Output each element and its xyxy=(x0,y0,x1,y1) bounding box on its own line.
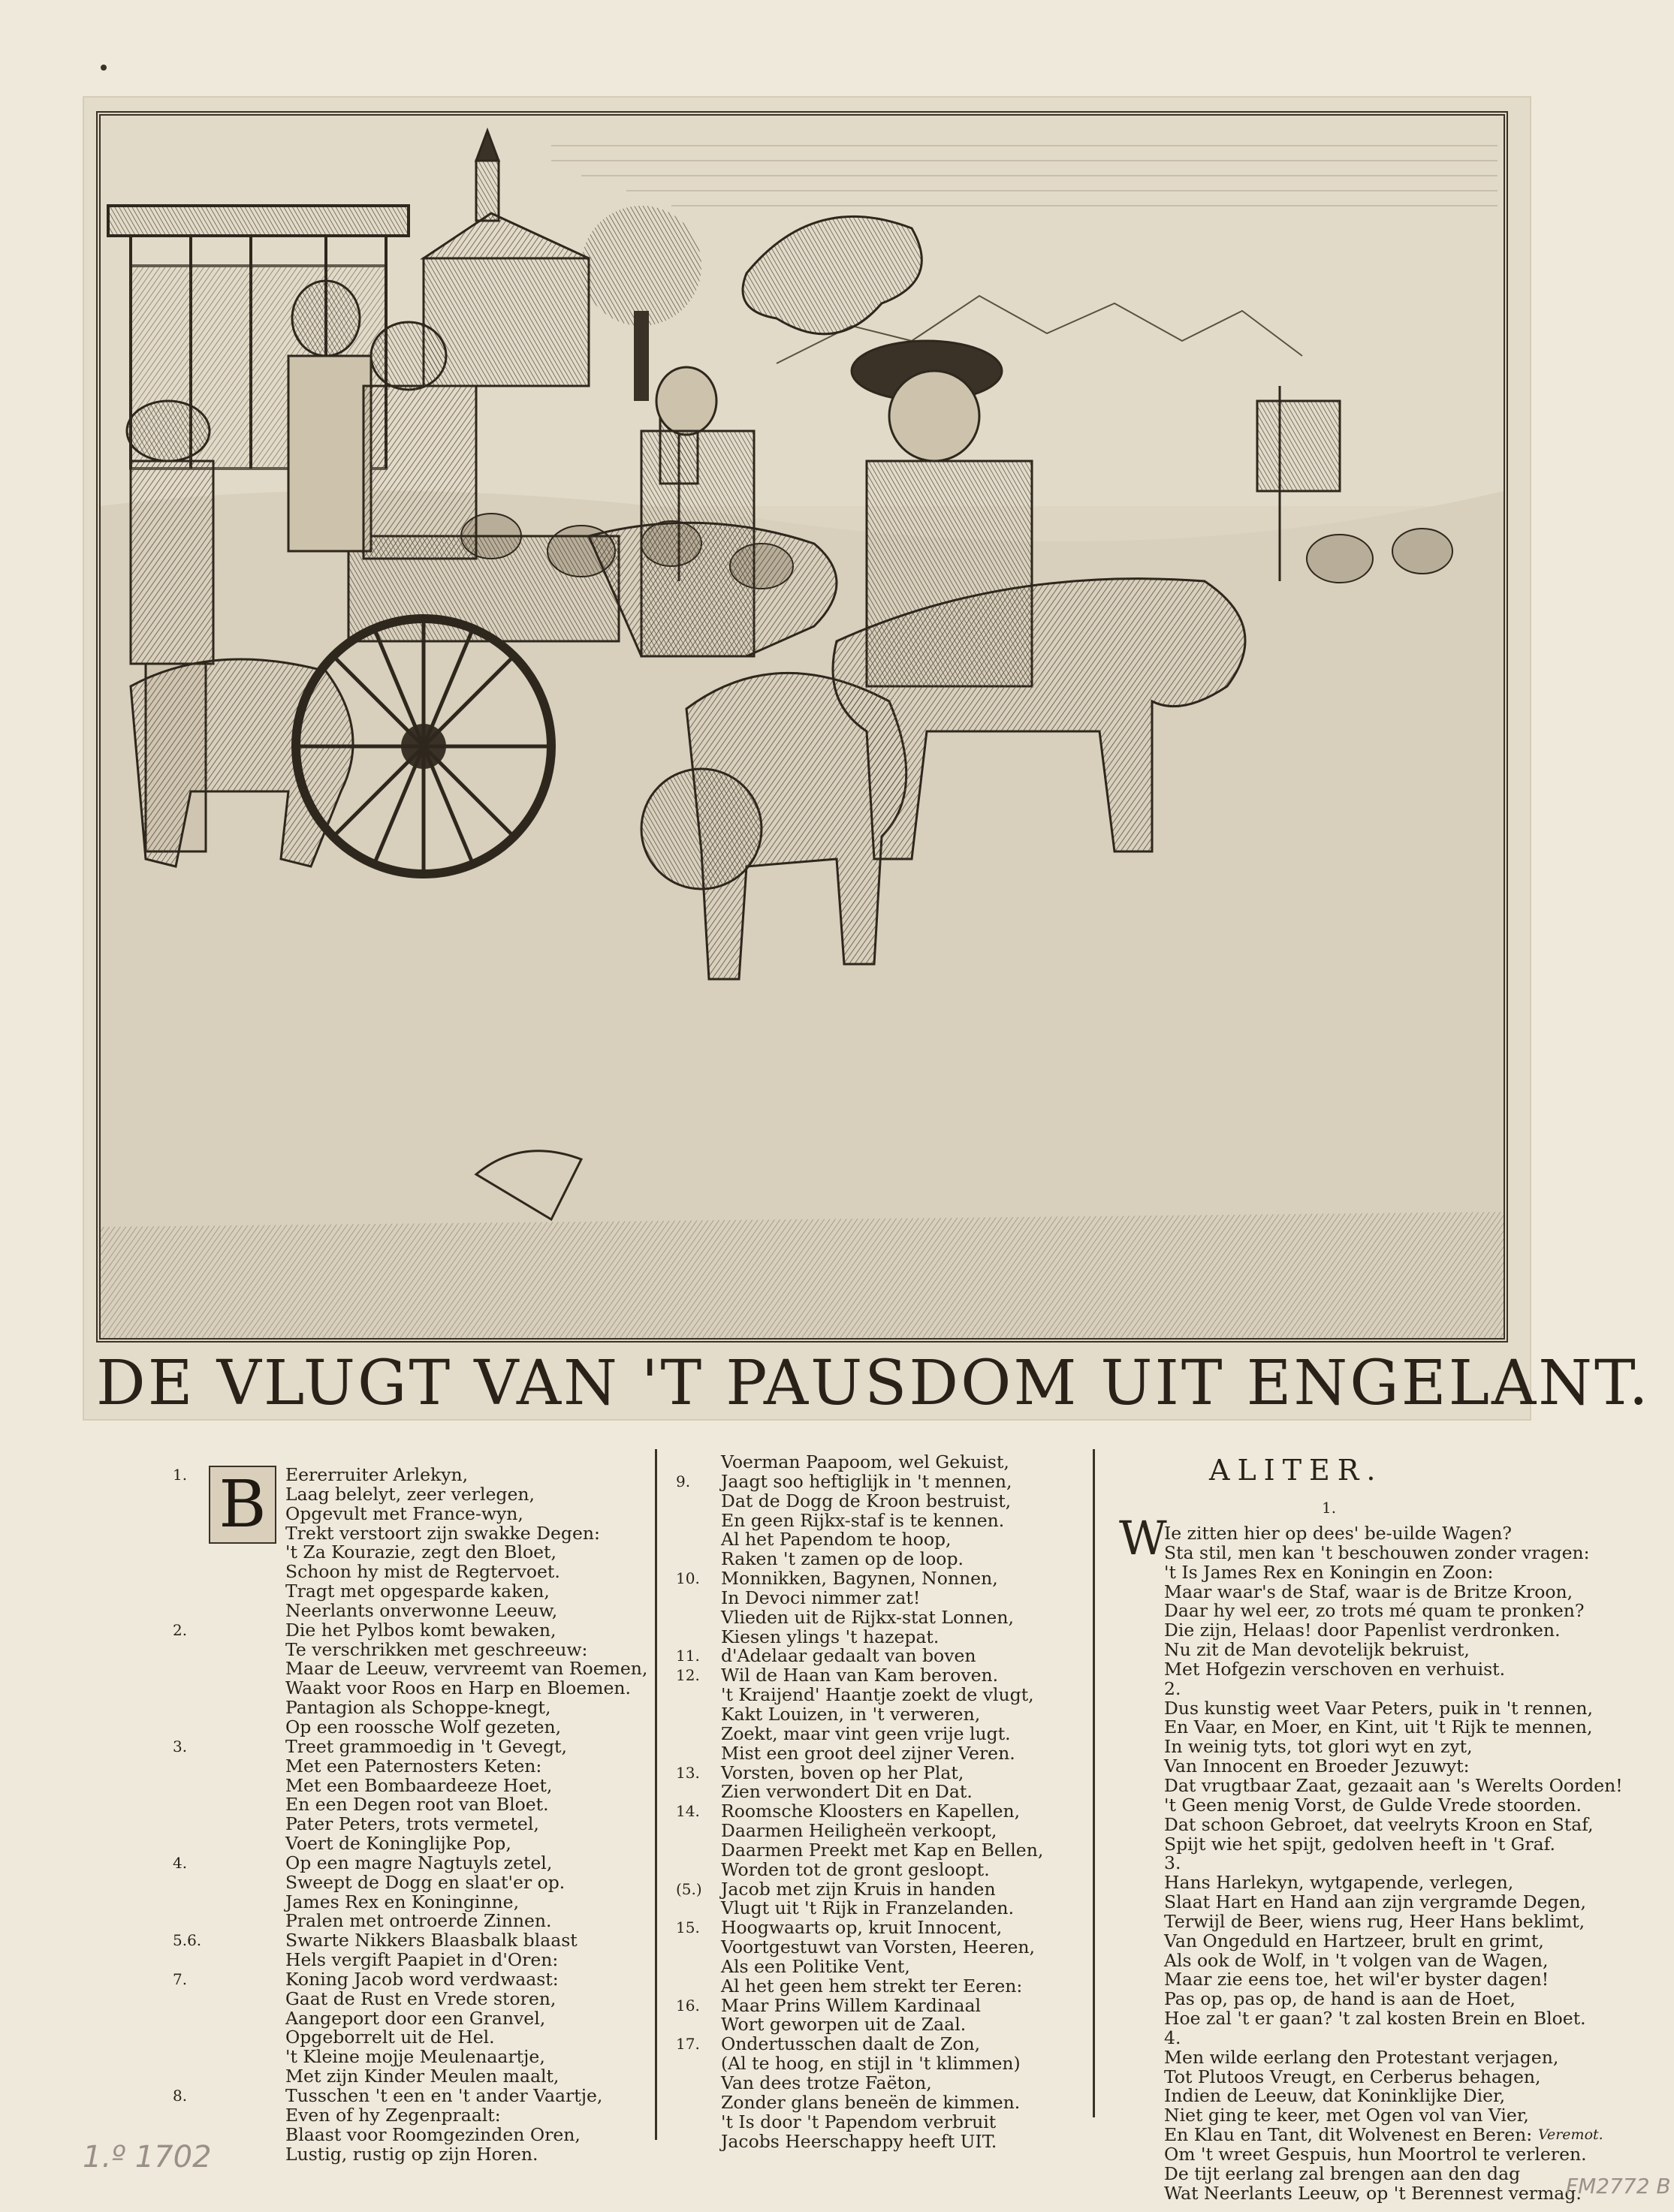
decorated-initial: B xyxy=(209,1466,276,1544)
column1-verse-numbers: 1. 2. 3. 4. 5.6. 7. 8. xyxy=(173,1466,202,2105)
handwritten-date: 1.º 1702 xyxy=(83,2140,212,2174)
handwritten-inventory-number: FM2772 B xyxy=(1566,2174,1671,2198)
signature: Veremot. xyxy=(1538,2126,1603,2143)
column3-initial: W xyxy=(1119,1511,1167,1566)
ink-dot xyxy=(101,65,107,71)
aliter-heading: ALITER. xyxy=(1209,1454,1383,1487)
engraving-image xyxy=(96,111,1508,1343)
column-divider-left xyxy=(655,1449,657,2140)
column3-first-numeral: 1. xyxy=(1322,1499,1337,1517)
foreground xyxy=(101,1212,1504,1338)
column2-verse-numbers: 9. 10. 11. 12. 13. 14. (5.) 15. 16. 17. xyxy=(676,1472,702,2054)
engraving-illustration xyxy=(101,116,1504,1338)
column2-verses: Voerman Paapoom, wel Gekuist, Jaagt soo heftiglijk in 't mennen, Dat de Dogg de Kroon bestruist, En geen Rijkx-staf is te kennen. Al het Papendom te hoop, Raken 't zamen op de loop. Monnikken, Bagynen, Nonnen, In Devoci nimmer zat! Vlieden uit de Rijkx-stat Lonnen, Kiesen ylings 't hazepat. d'Adelaar gedaalt van boven Wil de Haan van Kam beroven. 't Kraijend' Haantje zoekt de vlugt, Kakt Louizen, in 't verweren, Zoekt, maar vint geen vrije lugt. Mist een groot deel zijner Veren. Vorsten, boven op her Plat, Zien verwondert Dit en Dat. Roomsche Kloosters en Kapellen, Daarmen Heiligheën verkoopt, Daarmen Preekt met Kap en Bellen, Worden tot de gront gesloopt. Jacob met zijn Kruis in handen Vlugt uit 't Rijk in Franzelanden. Hoogwaarts op, kruit Innocent, Voortgestuwt van Vorsten, Heeren, Als een Politike Vent, Al het geen hem strekt ter Eeren: Maar Prins Willem Kardinaal Wort geworpen uit de Zaal. Ondertusschen daalt de Zon, (Al te hoog, en stijl in 't klimmen) Van dees trotze Faëton, Zonder glans beneën de kimmen. 't Is door 't Papendom verbruit Jacobs Heerschappy heeft UIT. xyxy=(721,1451,1044,2152)
print-title: DE VLUGT VAN 'T PAUSDOM UIT ENGELANT. xyxy=(96,1348,1651,1419)
column3-verses: Ie zitten hier op dees' be-uilde Wagen? Sta stil, men kan 't beschouwen zonder vragen: 't Is James Rex en Koningin en Zoon: Maar waar's de Staf, waar is de Britze Kroon, Daar hy wel eer, zo trots mé quam te pronken? Die zijn, Helaas! door Papenlist verdronken. Nu zit de Man devotelijk bekruist, Met Hofgezin verschoven en verhuist. 2. Dus kunstig weet Vaar Peters, puik in 't rennen, En Vaar, en Moer, en Kint, uit 't Rijk te mennen, In weinig tyts, tot glori wyt en zyt, Van Innocent en Broeder Jezuwyt: Dat vrugtbaar Zaat, gezaait aan 's Werelts Oorden! 't Geen menig Vorst, de Gulde Vrede stoorden. Dat schoon Gebroet, dat veelryts Kroon en Staf, Spijt wie het spijt, gedolven heeft in 't Graf. 3. Hans Harlekyn, wytgapende, verlegen, Slaat Hart en Hand aan zijn vergramde Degen, Terwijl de Beer, wiens rug, Heer Hans beklimt, Van Ongeduld en Hartzeer, brult en grimt, Als ook de Wolf, in 't volgen van de Wagen, Maar zie eens toe, het wil'er byster dagen! Pas op, pas op, de hand is aan de Hoet, Hoe zal 't er gaan? 't zal kosten Brein en Bloet. 4. Men wilde eerlang den Protestant verjagen, Tot Plutoos Vreugt, en Cerberus behagen, Indien de Leeuw, dat Koninklijke Dier, Niet ging te keer, met Ogen vol van Vier, En Klau en Tant, dit Wolvenest en Beren: Om 't wreet Gespuis, hun Moortrol te verleren. De tijt eerlang zal brengen aan den dag Wat Neerlants Leeuw, op 't Berennest vermag. xyxy=(1164,1523,1623,2204)
column1-verses: Eererruiter Arlekyn, Laag belelyt, zeer verlegen, Opgevult met France-wyn, Trekt verstoort zijn swakke Degen: 't Za Kourazie, zegt den Bloet, Schoon hy mist de Regtervoet. Tragt met opgesparde kaken, Neerlants onverwonne Leeuw, Die het Pylbos komt bewaken, Te verschrikken met geschreeuw: Maar de Leeuw, vervreemt van Roemen, Waakt voor Roos en Harp en Bloemen. Pantagion als Schoppe-knegt, Op een roossche Wolf gezeten, Treet grammoedig in 't Gevegt, Met een Paternosters Keten: Met een Bombaardeeze Hoet, En een Degen root van Bloet. Pater Peters, trots vermetel, Voert de Koninglijke Pop, Op een magre Nagtuyls zetel, Sweept de Dogg en slaat'er op. James Rex en Koninginne, Pralen met ontroerde Zinnen. Swarte Nikkers Blaasbalk blaast Hels vergift Paapiet in d'Oren: Koning Jacob word verdwaast: Gaat de Rust en Vrede storen, Aangeport door een Granvel, Opgeborrelt uit de Hel. 't Kleine mojje Meulenaartje, Met zijn Kinder Meulen maalt, Tusschen 't een en 't ander Vaartje, Even of hy Zegenpraalt: Blaast voor Roomgezinden Oren, Lustig, rustig op zijn Horen. xyxy=(285,1464,648,2165)
column-divider-right xyxy=(1093,1449,1095,2117)
